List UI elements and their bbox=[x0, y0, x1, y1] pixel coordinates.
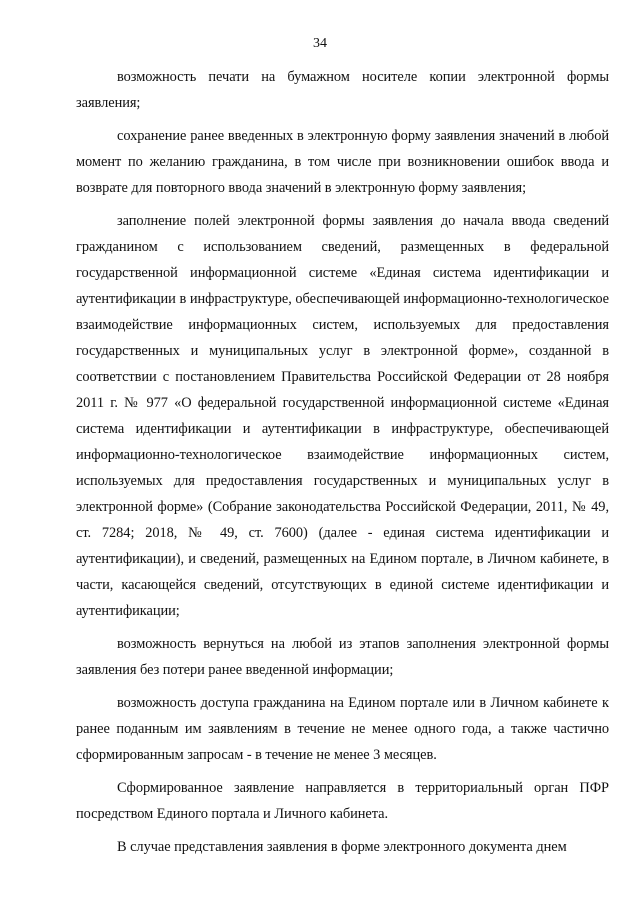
paragraph-submission-pfr: Сформированное заявление направляется в территориальный орган ПФР посредством Единого портала и Личного кабинета. bbox=[76, 780, 609, 822]
document-body bbox=[76, 64, 609, 860]
paragraph-print-copy: возможность печати на бумажном носителе копии электронной формы заявления; bbox=[76, 69, 609, 111]
paragraph-save-values: сохранение ранее введенных в электронную форму заявления значений в любой момент по желанию гражданина, в том числе при возникновении ошибок ввода и возврате для повторного ввода значений в электронную форму заявления; bbox=[76, 128, 609, 196]
paragraph-access-applications: возможность доступа гражданина на Едином портале или в Личном кабинете к ранее поданным им заявлениям в течение не менее одного года, а также частично сформированным запросам - в течение не менее 3 месяцев. bbox=[76, 695, 609, 763]
paragraph-return-to-step: возможность вернуться на любой из этапов заполнения электронной формы заявления без потери ранее введенной информации; bbox=[76, 636, 609, 678]
page-number: 34 bbox=[313, 36, 327, 51]
paragraph-electronic-document: В случае представления заявления в форме электронного документа днем bbox=[117, 839, 567, 855]
paragraph-fill-fields-esia: заполнение полей электронной формы заявления до начала ввода сведений гражданином с использованием сведений, размещенных в федеральной государственной информационной системе «Единая система идентификации и аутентификации в инфраструктуре, обеспечивающей информационно-технологическое взаимодействие информационных систем, используемых для предоставления государственных и муниципальных услуг в электронной форме», созданной в соответствии с постановлением Правительства Российской Федерации от 28 ноября 2011 г. № 977 «О федеральной государственной информационной системе «Единая система идентификации и аутентификации в инфраструктуре, обеспечивающей информационно-технологическое взаимодействие информационных систем, используемых для предоставления государственных и муниципальных услуг в электронной форме» (Собрание законодательства Российской Федерации, 2011, № 49, ст. 7284; 2018, № 49, ст. 7600) (далее - единая система идентификации и аутентификации), и сведений, размещенных на Едином портале, в Личном кабинете, в части, касающейся сведений, отсутствующих в единой системе идентификации и аутентификации; bbox=[76, 213, 609, 619]
